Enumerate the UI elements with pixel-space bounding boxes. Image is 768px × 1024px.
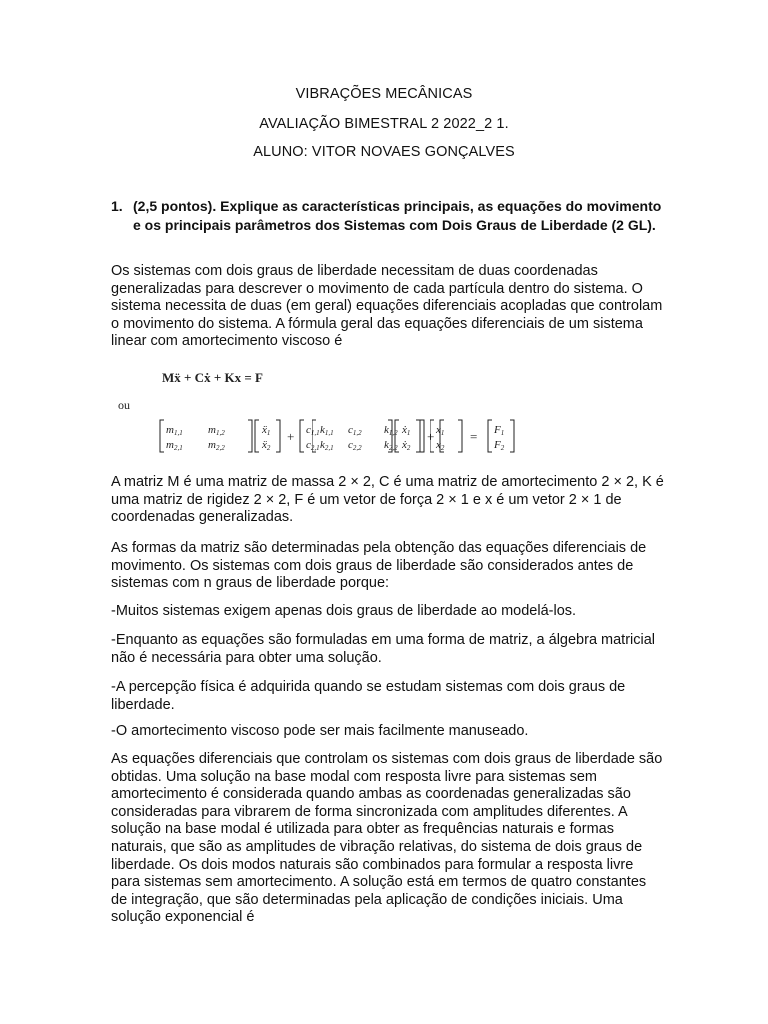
student-name: ALUNO: VITOR NOVAES GONÇALVES — [253, 144, 515, 160]
x2-symbol: x — [436, 439, 441, 451]
m22-subscript: 2,2 — [215, 444, 225, 452]
svg-text:k2,2 — [384, 439, 398, 452]
matrix-equation-k — [312, 414, 435, 458]
c22-subscript: 2,2 — [352, 444, 362, 452]
k12-subscript: 1,2 — [388, 429, 398, 437]
equation-of-motion: Mẍ + Cẋ + Kx = F — [162, 370, 263, 385]
xv2-symbol: ẋ — [402, 439, 407, 451]
exam-title: AVALIAÇÃO BIMESTRAL 2 2022_2 1. — [259, 116, 509, 132]
question-text: (2,5 pontos). Explique as características principais, as equações do movimento e os principais parâmetros dos Sistemas com Dois Graus de Liberdade (2 GL). — [133, 198, 662, 233]
xa2-subscript: 2 — [266, 444, 271, 452]
svg-text:ẍ2 — [261, 439, 271, 452]
list-item-1: -Muitos sistemas exigem apenas dois graus de liberdade ao modelá-los. — [111, 603, 577, 619]
svg-text:ẍ1 — [261, 424, 270, 437]
plus-sign-2: + — [427, 429, 435, 444]
svg-text:m1,1 — [166, 424, 183, 437]
svg-text:m2,1 — [166, 439, 183, 452]
course-title: VIBRAÇÕES MECÂNICAS — [295, 86, 473, 102]
question-1 — [111, 197, 663, 234]
m22-symbol: m — [208, 439, 216, 451]
svg-text:k2,1 — [320, 439, 334, 452]
svg-text:F1 — [493, 424, 504, 437]
f1-symbol: F — [494, 424, 501, 436]
x2-subscript: 2 — [440, 444, 445, 452]
m21-subscript: 2,1 — [173, 444, 183, 452]
f1-subscript: 1 — [500, 429, 505, 437]
m11-symbol: m — [166, 424, 174, 436]
paragraph-solution: As equações diferenciais que controlam os sistemas com dois graus de liberdade são obtidas. Uma solução na base modal com resposta livre para sistemas sem amortecimento é considerada quando ambas as coordenadas generalizadas são consideradas para vibrarem de forma sincronizada com amplitudes diferentes. A solução na base modal é utilizada para obter as frequências naturais e formas naturais, que são as amplitudes de vibração relativas, do sistema de dois graus de liberdade. Os dois modos naturais são combinados para formular a resposta livre para sistemas sem amortecimento. A solução está em termos de quatro constantes de integração, que são determinadas pela aplicação de condições iniciais. Uma solução exponencial é — [111, 751, 663, 926]
svg-text:F2 — [493, 439, 505, 452]
k21-subscript: 2,1 — [324, 444, 334, 452]
svg-text:x2 — [435, 439, 445, 452]
c11-subscript: 1,1 — [310, 429, 320, 437]
k21-symbol: k — [320, 439, 325, 451]
m12-subscript: 1,2 — [215, 429, 225, 437]
plus-sign-1: + — [287, 429, 295, 444]
paragraph-matrices: A matriz M é uma matriz de massa 2 × 2, C é uma matriz de amortecimento 2 × 2, K é uma matriz de rigidez 2 × 2, F é um vetor de força 2 × 1 e x é um vetor 2 × 1 de coordenadas generalizadas. — [111, 474, 664, 526]
c22-symbol: c — [348, 439, 353, 451]
c12-subscript: 1,2 — [352, 429, 362, 437]
xa1-subscript: 1 — [266, 429, 271, 437]
k22-symbol: k — [384, 439, 389, 451]
list-item-2: -Enquanto as equações são formuladas em uma forma de matriz, a álgebra matricial não é necessária para obter uma solução. — [111, 632, 656, 666]
f2-symbol: F — [494, 439, 501, 451]
xa1-symbol: ẍ — [262, 424, 267, 436]
list-item-3: -A percepção física é adquirida quando se estudam sistemas com dois graus de liberdade. — [111, 679, 626, 713]
paragraph-intro: Os sistemas com dois graus de liberdade necessitam de duas coordenadas generalizadas para descrever o movimento de cada partícula dentro do sistema. O sistema necessita de duas (em geral) equações diferenciais acopladas que controlam o movimento do sistema. A fórmula geral das equações diferenciais de um sistema linear com amortecimento viscoso é — [111, 263, 663, 350]
xv1-subscript: 1 — [406, 429, 411, 437]
xv2-subscript: 2 — [406, 444, 411, 452]
x1-subscript: 1 — [440, 429, 445, 437]
matrix-equation-rhs — [430, 414, 530, 458]
xa2-symbol: ẍ — [262, 439, 267, 451]
svg-text:x1 — [435, 424, 444, 437]
svg-text:m2,2 — [208, 439, 225, 452]
svg-text:m1,2 — [208, 424, 225, 437]
xv1-symbol: ẋ — [402, 424, 407, 436]
f2-subscript: 2 — [500, 444, 505, 452]
equation-or-label: ou — [118, 398, 130, 412]
k11-subscript: 1,1 — [324, 429, 334, 437]
m12-symbol: m — [208, 424, 216, 436]
k12-symbol: k — [384, 424, 389, 436]
paragraph-matrix-forms: As formas da matriz são determinadas pela obtenção das equações diferenciais de movimento. Os sistemas com dois graus de liberdade são considerados antes de sistemas com n graus de liberdade porque: — [111, 540, 647, 592]
equals-sign: = — [470, 429, 478, 444]
m21-symbol: m — [166, 439, 174, 451]
question-number: 1. — [111, 198, 123, 214]
m11-subscript: 1,1 — [173, 429, 183, 437]
k11-symbol: k — [320, 424, 325, 436]
svg-text:k1,2 — [384, 424, 398, 437]
c21-symbol: c — [306, 439, 311, 451]
x1-symbol: x — [436, 424, 441, 436]
c21-subscript: 2,1 — [310, 444, 320, 452]
list-item-4: -O amortecimento viscoso pode ser mais facilmente manuseado. — [111, 723, 529, 739]
k22-subscript: 2,2 — [388, 444, 398, 452]
c12-symbol: c — [348, 424, 353, 436]
svg-text:k1,1 — [320, 424, 334, 437]
c11-symbol: c — [306, 424, 311, 436]
